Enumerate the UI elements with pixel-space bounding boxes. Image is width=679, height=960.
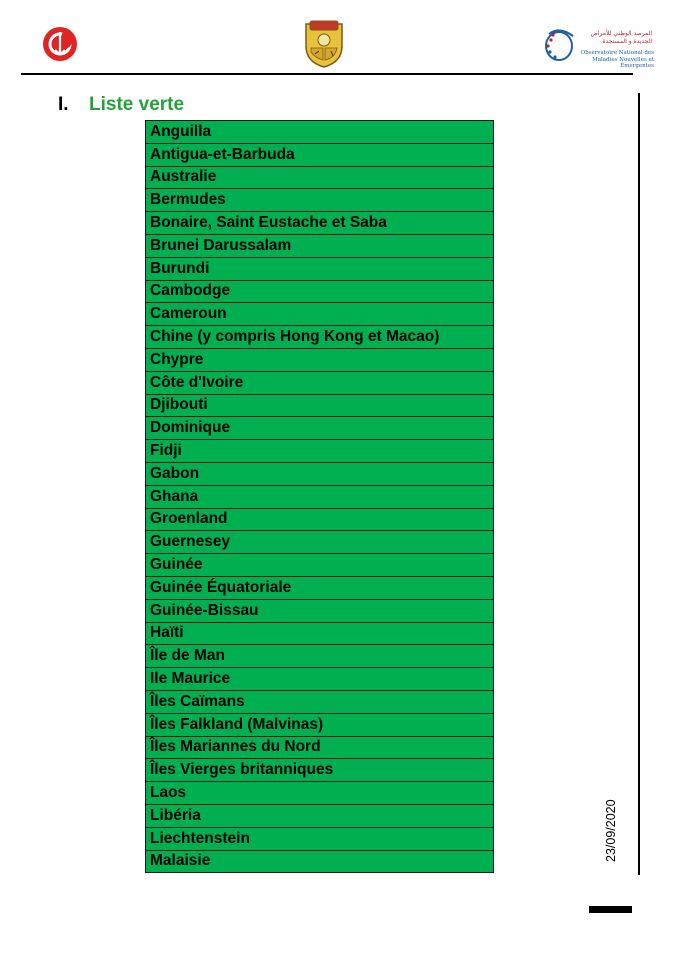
table-row [146, 850, 494, 873]
country-cell: Burundi [146, 257, 494, 280]
right-margin-rule [638, 93, 640, 875]
country-cell: Laos [146, 782, 494, 805]
table-row [146, 759, 494, 782]
table-row [146, 348, 494, 371]
country-cell: Anguilla [146, 121, 494, 144]
country-cell: Haïti [146, 622, 494, 645]
table-row [146, 554, 494, 577]
table-row [146, 371, 494, 394]
country-cell: Groenland [146, 508, 494, 531]
table-row [146, 440, 494, 463]
page-footer-mark [589, 906, 632, 913]
table-row [146, 531, 494, 554]
country-cell: Guinée-Bissau [146, 599, 494, 622]
country-cell: Îles Mariannes du Nord [146, 736, 494, 759]
country-cell: Gabon [146, 462, 494, 485]
header-divider [21, 73, 633, 75]
section-title: Liste verte [89, 94, 185, 115]
country-cell: Ghana [146, 485, 494, 508]
country-cell: Cambodge [146, 280, 494, 303]
green-list-table [145, 120, 494, 873]
country-cell: Guinée [146, 554, 494, 577]
country-cell: Libéria [146, 804, 494, 827]
table-row [146, 599, 494, 622]
table-row [146, 143, 494, 166]
organization-name-french: Observatoire National des Maladies Nouvelles et Émergentes [580, 50, 654, 69]
country-cell: Bermudes [146, 189, 494, 212]
table-row [146, 622, 494, 645]
country-cell: Guinée Équatoriale [146, 576, 494, 599]
country-cell: Dominique [146, 417, 494, 440]
red-crescent-logo [42, 26, 78, 62]
table-row [146, 827, 494, 850]
table-row [146, 280, 494, 303]
table-row [146, 303, 494, 326]
table-row [146, 485, 494, 508]
table-row [146, 690, 494, 713]
country-cell: Îles Caïmans [146, 690, 494, 713]
country-cell: Chine (y compris Hong Kong et Macao) [146, 326, 494, 349]
country-cell: Australie [146, 166, 494, 189]
table-row [146, 736, 494, 759]
table-row [146, 394, 494, 417]
table-row [146, 713, 494, 736]
table-row [146, 508, 494, 531]
organization-name-arabic: المرصد الوطني للأمراض الجديدة و المستجدة [590, 30, 652, 45]
table-row [146, 326, 494, 349]
table-row [146, 804, 494, 827]
country-cell: Îles Vierges britanniques [146, 759, 494, 782]
table-row [146, 417, 494, 440]
country-cell: Antigua-et-Barbuda [146, 143, 494, 166]
country-cell: Brunei Darussalam [146, 234, 494, 257]
table-row [146, 121, 494, 144]
table-row [146, 668, 494, 691]
table-row [146, 257, 494, 280]
country-cell: Côte d'Ivoire [146, 371, 494, 394]
country-cell: Malaisie [146, 850, 494, 873]
country-cell: Îles Falkland (Malvinas) [146, 713, 494, 736]
document-date: 23/09/2020 [604, 799, 618, 862]
country-cell: Cameroun [146, 303, 494, 326]
section-number: I. [58, 94, 69, 115]
table-row [146, 189, 494, 212]
country-cell: Bonaire, Saint Eustache et Saba [146, 212, 494, 235]
table-row [146, 576, 494, 599]
table-row [146, 462, 494, 485]
country-cell: Djibouti [146, 394, 494, 417]
table-row [146, 212, 494, 235]
country-cell: Fidji [146, 440, 494, 463]
country-cell: Ile Maurice [146, 668, 494, 691]
country-cell: Île de Man [146, 645, 494, 668]
country-cell: Guernesey [146, 531, 494, 554]
table-row [146, 166, 494, 189]
table-row [146, 645, 494, 668]
table-row [146, 234, 494, 257]
table-row [146, 782, 494, 805]
tunisia-coat-of-arms-logo [301, 18, 347, 68]
country-cell: Liechtenstein [146, 827, 494, 850]
country-cell: Chypre [146, 348, 494, 371]
